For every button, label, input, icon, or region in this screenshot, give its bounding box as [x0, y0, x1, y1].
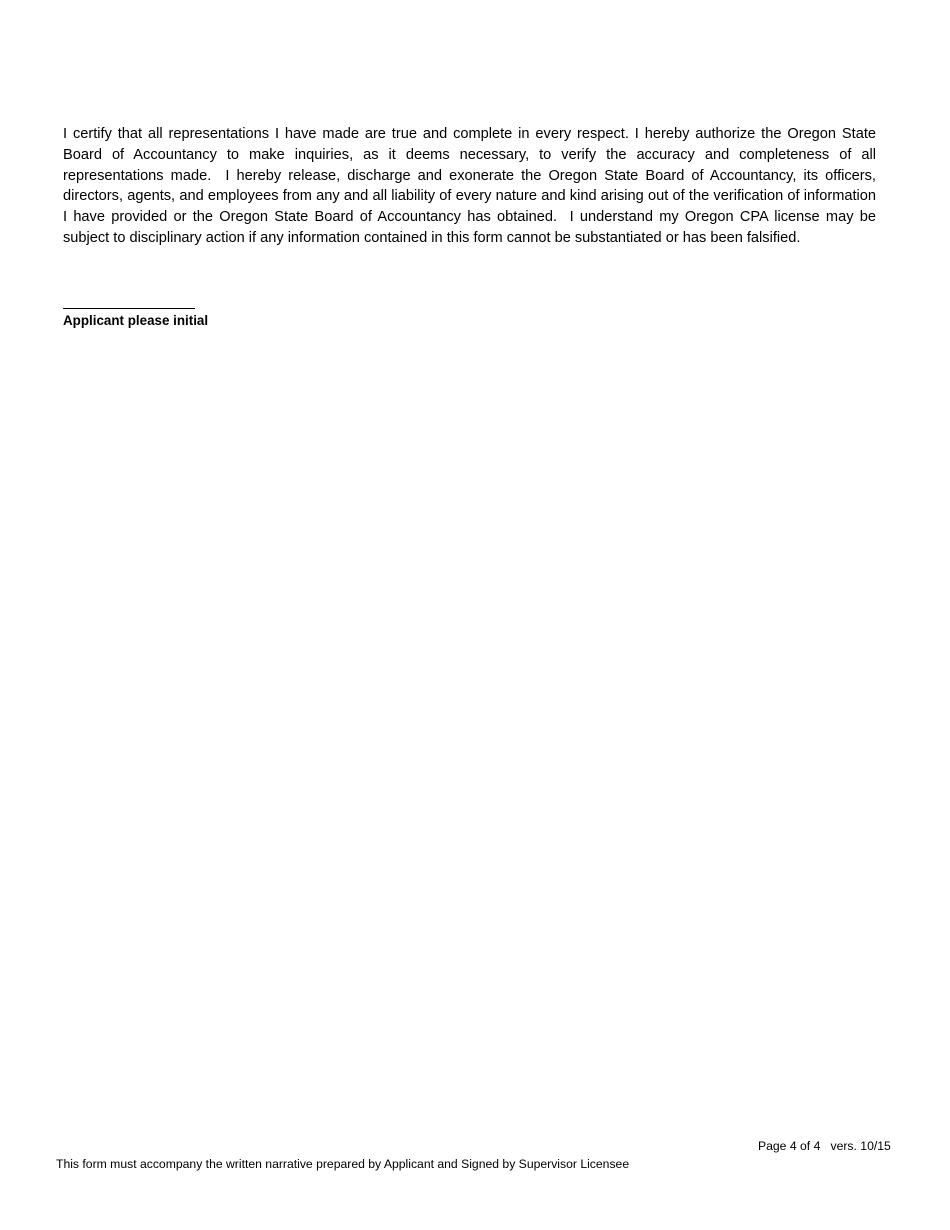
initial-label: Applicant please initial	[63, 313, 209, 328]
footer-note: This form must accompany the written narrative prepared by Applicant and Signed by Supervisor Licensee	[56, 1157, 630, 1171]
initial-field[interactable]	[63, 308, 195, 309]
certification-statement: I certify that all representations I have made are true and complete in every respect. I hereby authorize the Oregon State Board of Accountancy to make inquiries, as it deems necessary, to verify the accuracy and completeness of all representations made. I hereby release, discharge and exonerate the Oregon State Board of Accountancy, its officers, directors, agents, and employees from any and all liability of every nature and kind arising out of the verification of information I have provided or the Oregon State Board of Accountancy has obtained. I understand my Oregon CPA license may be subject to disciplinary action if any information contained in this form cannot be substantiated or has been falsified.	[63, 126, 881, 246]
page-number: Page 4 of 4 vers. 10/15	[758, 1139, 891, 1153]
